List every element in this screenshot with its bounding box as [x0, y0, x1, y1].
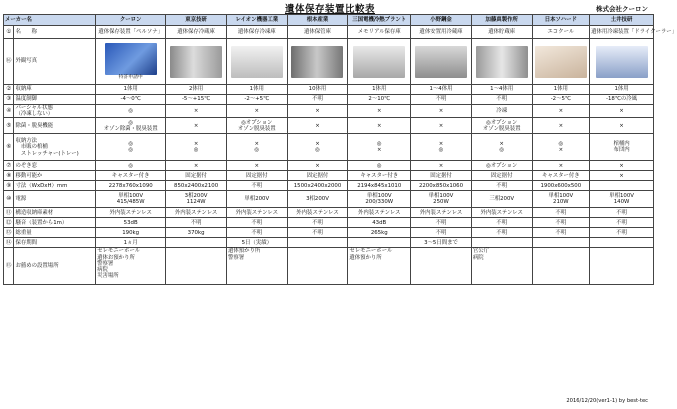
table-cell: × — [532, 118, 590, 134]
table-cell: 1体用 — [226, 85, 287, 95]
table-cell: 370kg — [166, 228, 227, 238]
photo-cell — [166, 39, 227, 85]
table-cell — [287, 248, 348, 285]
table-cell: キャスター付き — [532, 171, 590, 181]
table-cell: × ◎ — [411, 134, 472, 161]
table-cell: セレモニーホール 遺体お預かり所 警察署 病院 災害場所 — [96, 248, 166, 285]
table-cell: 遺体保管庫 — [287, 26, 348, 39]
row-number: ⑯ — [4, 39, 14, 85]
table-cell: 190kg — [96, 228, 166, 238]
row-label: 移動可能か — [14, 171, 96, 181]
product-photo — [596, 46, 648, 78]
table-cell — [287, 238, 348, 248]
row-number: ⑬ — [4, 228, 14, 238]
table-cell: 固定据付 — [471, 171, 532, 181]
table-cell: 不明 — [471, 218, 532, 228]
table-cell: ◎ × — [348, 134, 411, 161]
page-title: 遺体保存装置比較表 — [284, 4, 375, 15]
table-cell: エコクール — [532, 26, 590, 39]
table-cell: 単相100V 140W — [590, 191, 654, 208]
table-cell: -2～+5℃ — [226, 95, 287, 105]
table-cell: 1900x600x500 — [532, 181, 590, 191]
table-cell: 不明 — [471, 181, 532, 191]
table-row — [4, 248, 654, 285]
table-cell: 固定据付 — [287, 171, 348, 181]
table-cell: 三相200V — [471, 191, 532, 208]
table-cell: 1体用 — [96, 85, 166, 95]
table-cell: 不明 — [166, 218, 227, 228]
photo-cell — [532, 39, 590, 85]
table-cell: 不明 — [411, 228, 472, 238]
product-photo — [353, 46, 405, 78]
row-number: ⑤ — [4, 118, 14, 134]
table-cell: 2278x760x1090 — [96, 181, 166, 191]
table-cell: 外内装ステンレス — [96, 208, 166, 218]
table-cell: ◎オプション オゾン脱臭装置 — [471, 118, 532, 134]
table-cell: 遺体保存装置「ペルソナ」 — [96, 26, 166, 39]
table-cell: × ◎ — [287, 134, 348, 161]
table-cell: 不明 — [532, 208, 590, 218]
table-cell: × — [590, 171, 654, 181]
table-cell: × — [287, 161, 348, 171]
maker-name: 加藤真製作所 — [471, 15, 532, 26]
table-cell: -4～0℃ — [96, 95, 166, 105]
table-cell: 単相100V 250W — [411, 191, 472, 208]
table-cell: 850x2400x2100 — [166, 181, 227, 191]
header-row — [4, 15, 654, 26]
photo-cell — [471, 39, 532, 85]
product-photo — [415, 46, 467, 78]
table-row — [4, 134, 654, 161]
table-row — [4, 181, 654, 191]
row-label: 寸法（WxDxH）mm — [14, 181, 96, 191]
row-label: お薦めの設置場所 — [14, 248, 96, 285]
table-cell: × — [590, 105, 654, 118]
table-row — [4, 161, 654, 171]
table-cell: ◎ — [348, 161, 411, 171]
table-cell: 3～5日間まで — [411, 238, 472, 248]
table-cell: × — [411, 118, 472, 134]
table-cell: 固定据付 — [226, 171, 287, 181]
table-row — [4, 171, 654, 181]
table-cell — [532, 238, 590, 248]
table-cell: 不明 — [411, 218, 472, 228]
table-cell: ◎ オゾン除菌・脱臭装置 — [96, 118, 166, 134]
photo-cell — [96, 39, 166, 85]
table-cell: × — [348, 105, 411, 118]
table-row — [4, 85, 654, 95]
patent-caption: 特許申請中 — [118, 75, 143, 80]
table-cell: 外内装ステンレス — [166, 208, 227, 218]
table-cell: × — [166, 161, 227, 171]
table-cell: 遺体用冷凍装置「ドライクーラー」 — [590, 26, 654, 39]
table-cell: 不明 — [411, 95, 472, 105]
maker-name: 東京技研 — [166, 15, 227, 26]
row-number: ⑫ — [4, 218, 14, 228]
table-row — [4, 238, 654, 248]
product-photo — [231, 46, 283, 78]
table-cell: 単相100V 200/330W — [348, 191, 411, 208]
table-cell: -5～+15℃ — [166, 95, 227, 105]
maker-name: 三国電機冷熱プラント — [348, 15, 411, 26]
table-cell: 遺体預かり所 警察署 — [226, 248, 287, 285]
table-row — [4, 26, 654, 39]
table-cell: 1ヵ月 — [96, 238, 166, 248]
table-cell: -18℃の冷風 — [590, 95, 654, 105]
table-cell: 遺体保存冷蔵庫 — [166, 26, 227, 39]
table-cell: -2～5℃ — [532, 95, 590, 105]
product-photo — [105, 43, 157, 75]
row-label: 総重量 — [14, 228, 96, 238]
table-row — [4, 191, 654, 208]
table-cell — [166, 238, 227, 248]
table-row — [4, 118, 654, 134]
table-cell: 10体用 — [287, 85, 348, 95]
table-cell: × — [226, 105, 287, 118]
table-cell — [590, 181, 654, 191]
table-cell: ◎ — [96, 105, 166, 118]
footer-version: 2016/12/20(ver1-1) by best-tec — [566, 398, 648, 404]
table-cell: × — [287, 105, 348, 118]
table-cell — [411, 248, 472, 285]
table-cell: ◎オプション オゾン脱臭装置 — [226, 118, 287, 134]
row-number: ④ — [4, 105, 14, 118]
row-number: ⑪ — [4, 208, 14, 218]
table-cell: 1体用 — [532, 85, 590, 95]
row-number: ⑩ — [4, 191, 14, 208]
table-cell: 遺体保存冷凍庫 — [226, 26, 287, 39]
table-cell: 遺体貯蔵庫 — [471, 26, 532, 39]
table-cell: 固定据付 — [411, 171, 472, 181]
table-cell: 不明 — [590, 228, 654, 238]
table-cell: メモリアル保存庫 — [348, 26, 411, 39]
maker-name: 土井技研 — [590, 15, 654, 26]
table-cell: 外内装ステンレス — [287, 208, 348, 218]
row-label: 収納方法 市販の棺桶 ストレッチャー(トレー) — [14, 134, 96, 161]
row-label: 除菌・脱臭機能 — [14, 118, 96, 134]
table-cell: × — [411, 161, 472, 171]
row-number: ③ — [4, 95, 14, 105]
product-photo — [291, 46, 343, 78]
product-photo — [535, 46, 587, 78]
table-cell: 固定据付 — [166, 171, 227, 181]
table-cell: 単相200V — [226, 191, 287, 208]
table-cell: 2200x850x1060 — [411, 181, 472, 191]
table-cell: × ◎ — [166, 134, 227, 161]
table-cell: 1～4体用 — [411, 85, 472, 95]
table-cell: × ◎ — [226, 134, 287, 161]
photo-cell — [348, 39, 411, 85]
row-label: 外観写真 — [14, 39, 96, 85]
table-cell: 外内装ステンレス — [226, 208, 287, 218]
table-cell — [590, 248, 654, 285]
table-cell — [471, 238, 532, 248]
table-cell: × — [348, 118, 411, 134]
table-cell: 冷凍 — [471, 105, 532, 118]
table-cell: 1～4体用 — [471, 85, 532, 95]
table-cell: ◎オプション — [471, 161, 532, 171]
table-cell — [590, 238, 654, 248]
table-cell: × — [411, 105, 472, 118]
table-cell: 不明 — [287, 228, 348, 238]
table-row — [4, 218, 654, 228]
row-number: ⑮ — [4, 248, 14, 285]
table-cell: 2～10℃ — [348, 95, 411, 105]
row-label: 名 称 — [14, 26, 96, 39]
maker-name: レイオン機器工業 — [226, 15, 287, 26]
table-cell: キャスター付き — [96, 171, 166, 181]
table-cell: 不明 — [471, 228, 532, 238]
row-label: 騒音（装置から1m） — [14, 218, 96, 228]
table-cell: 1体用 — [590, 85, 654, 95]
table-cell: 不明 — [532, 218, 590, 228]
maker-name: クーロン — [96, 15, 166, 26]
table-cell — [348, 238, 411, 248]
row-label: のぞき窓 — [14, 161, 96, 171]
table-cell: 不明 — [287, 95, 348, 105]
table-cell: ◎ × — [532, 134, 590, 161]
table-cell: 1体用 — [348, 85, 411, 95]
table-cell: 不明 — [590, 208, 654, 218]
table-cell: 3相200V 1124W — [166, 191, 227, 208]
table-cell: × — [590, 118, 654, 134]
table-cell: × — [166, 105, 227, 118]
table-cell: 不明 — [226, 181, 287, 191]
row-number: ⑧ — [4, 171, 14, 181]
table-cell: 不明 — [226, 228, 287, 238]
table-row — [4, 208, 654, 218]
table-cell: 265kg — [348, 228, 411, 238]
table-cell — [532, 248, 590, 285]
table-cell: ◎ ◎ — [96, 134, 166, 161]
table-cell: 外内装ステンレス — [471, 208, 532, 218]
table-cell: 不明 — [590, 218, 654, 228]
row-label: 温度制御 — [14, 95, 96, 105]
table-cell: 53dB — [96, 218, 166, 228]
table-cell: 遺体安置用冷蔵庫 — [411, 26, 472, 39]
row-number: ⑭ — [4, 238, 14, 248]
table-cell: 棺桶内 布団内 — [590, 134, 654, 161]
maker-name: 小野鋼金 — [411, 15, 472, 26]
table-row — [4, 105, 654, 118]
row-label: パーシャル状態 （冷凍しない） — [14, 105, 96, 118]
comparison-table — [3, 14, 677, 285]
photo-cell — [287, 39, 348, 85]
table-cell: 3相200V — [287, 191, 348, 208]
row-number: ⑨ — [4, 181, 14, 191]
row-label: 収納庫 — [14, 85, 96, 95]
table-cell: × — [287, 118, 348, 134]
product-photo — [476, 46, 528, 78]
table-cell: 43dB — [348, 218, 411, 228]
table-cell: キャスター付き — [348, 171, 411, 181]
photo-cell — [226, 39, 287, 85]
row-label: 電源 — [14, 191, 96, 208]
row-number: ② — [4, 85, 14, 95]
table-cell: 外内装ステンレス — [411, 208, 472, 218]
row-number: ① — [4, 26, 14, 39]
photo-row — [4, 39, 654, 85]
maker-name: 根本産業 — [287, 15, 348, 26]
table-cell: 単相100V 210W — [532, 191, 590, 208]
table-cell — [166, 248, 227, 285]
table-cell: 不明 — [226, 218, 287, 228]
row-label: 保存期間 — [14, 238, 96, 248]
table-cell: × — [226, 161, 287, 171]
table-cell: 2体用 — [166, 85, 227, 95]
table-cell: 官公庁 病院 — [471, 248, 532, 285]
table-cell: × — [590, 161, 654, 171]
table-cell: セレモニーホール 遺体預かり所 — [348, 248, 411, 285]
row-number: ⑦ — [4, 161, 14, 171]
table-cell: 不明 — [471, 95, 532, 105]
table-row — [4, 228, 654, 238]
table-cell: 5日（実績） — [226, 238, 287, 248]
table-cell: 外内装ステンレス — [348, 208, 411, 218]
table-cell: 不明 — [287, 218, 348, 228]
maker-label: メーカー名 — [4, 15, 96, 26]
row-number: ⑥ — [4, 134, 14, 161]
maker-name: 日本ソハード — [532, 15, 590, 26]
table-row — [4, 95, 654, 105]
table-cell: 単相100V 415/485W — [96, 191, 166, 208]
table-cell: × ◎ — [471, 134, 532, 161]
table-cell: 不明 — [532, 228, 590, 238]
photo-cell — [411, 39, 472, 85]
company-name: 株式会社クーロン — [596, 5, 648, 13]
table-cell: × — [166, 118, 227, 134]
table-cell: × — [532, 161, 590, 171]
table-cell: × — [532, 105, 590, 118]
photo-cell — [590, 39, 654, 85]
table-cell: ◎ — [96, 161, 166, 171]
table-cell: 1500x2400x2000 — [287, 181, 348, 191]
row-label: 構造収納庫素材 — [14, 208, 96, 218]
table-cell: 2194x845x1010 — [348, 181, 411, 191]
product-photo — [170, 46, 222, 78]
